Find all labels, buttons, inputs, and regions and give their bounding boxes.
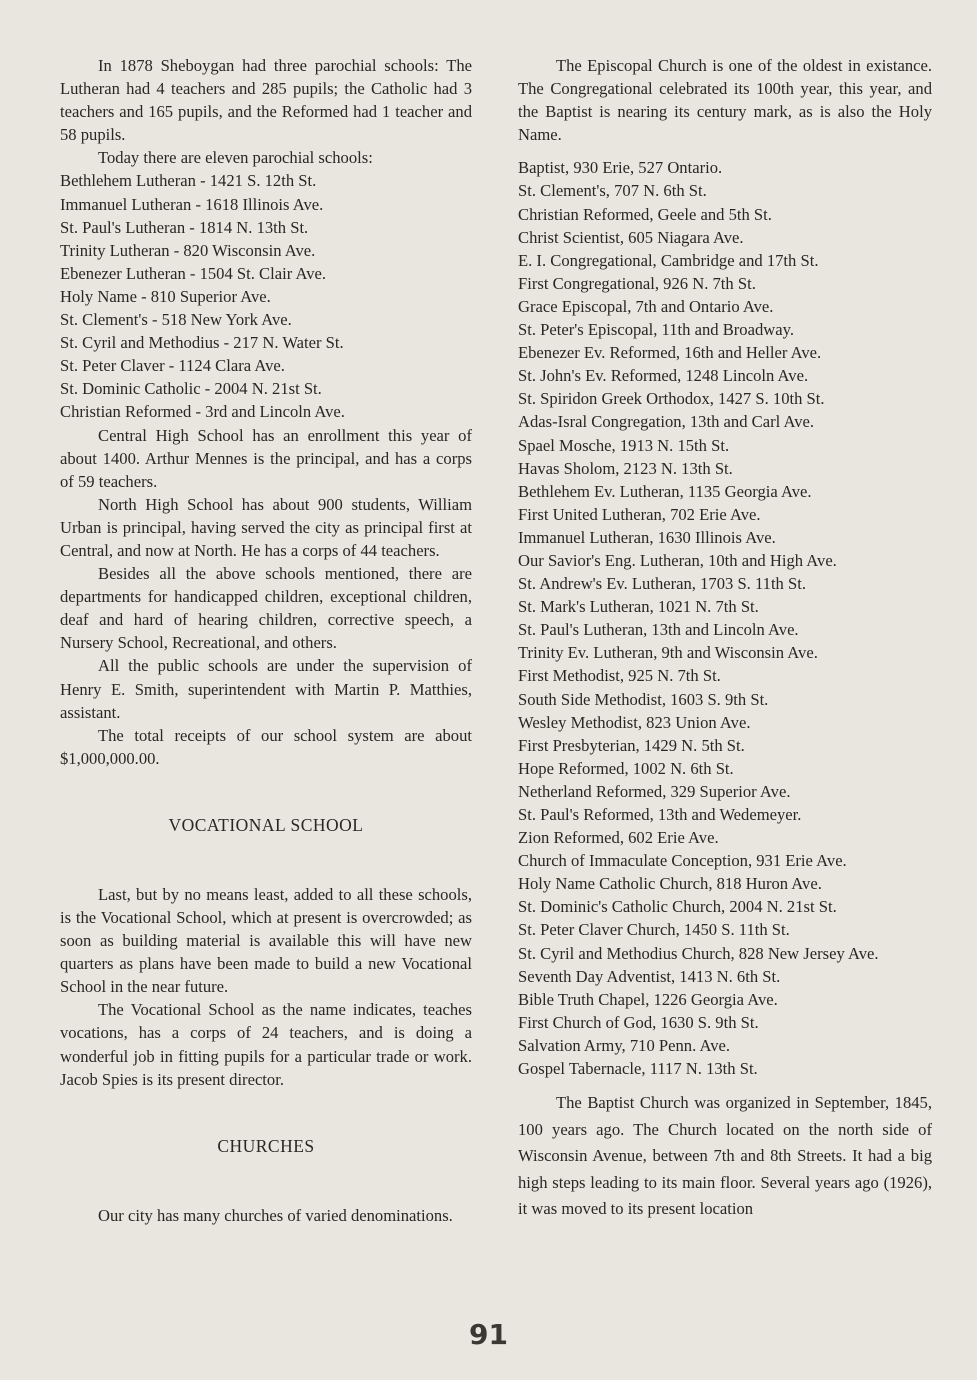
list-item: Immanuel Lutheran - 1618 Illinois Ave. — [60, 194, 324, 214]
list-item: St. Peter's Episcopal, 11th and Broadway. — [518, 320, 794, 340]
left-column — [60, 54, 472, 1227]
list-item: Trinity Lutheran - 820 Wisconsin Ave. — [60, 240, 316, 260]
central-high-paragraph: Central High School has an enrollment this year of about 1400. Arthur Mennes is the principal, and has a corps of 59 teachers. — [60, 425, 472, 491]
list-item: Adas-Isral Congregation, 13th and Carl Ave. — [518, 412, 815, 432]
list-item: Christ Scientist, 605 Niagara Ave. — [518, 227, 744, 247]
list-item: St. Spiridon Greek Orthodox, 1427 S. 10th St. — [518, 389, 825, 409]
list-item: Christian Reformed, Geele and 5th St. — [518, 204, 772, 224]
parochial-school-list — [60, 169, 472, 423]
parochial-schools-intro: Today there are eleven parochial schools: — [98, 148, 373, 168]
list-item: Salvation Army, 710 Penn. Ave. — [518, 1035, 731, 1055]
receipts-paragraph: The total receipts of our school system are about $1,000,000.00. — [60, 725, 472, 768]
list-item: St. John's Ev. Reformed, 1248 Lincoln Ave. — [518, 366, 809, 386]
list-item: Bethlehem Lutheran - 1421 S. 12th St. — [60, 171, 317, 191]
list-item: Netherland Reformed, 329 Superior Ave. — [518, 781, 791, 801]
list-item: Seventh Day Adventist, 1413 N. 6th St. — [518, 966, 781, 986]
churches-intro-paragraph: Our city has many churches of varied denominations. — [98, 1205, 453, 1225]
list-item: Church of Immaculate Conception, 931 Erie Ave. — [518, 851, 847, 871]
list-item: St. Andrew's Ev. Lutheran, 1703 S. 11th St. — [518, 574, 806, 594]
list-item: St. Paul's Lutheran, 13th and Lincoln Ave. — [518, 620, 799, 640]
list-item: Zion Reformed, 602 Erie Ave. — [518, 828, 719, 848]
list-item: Wesley Methodist, 823 Union Ave. — [518, 712, 751, 732]
vocational-paragraph-2: The Vocational School as the name indicates, teaches vocations, has a corps of 24 teachers, and is doing a wonderful job in fitting pupils for a particular trade or work. Jacob Spies is its present director. — [60, 1000, 472, 1089]
list-item: St. Cyril and Methodius Church, 828 New Jersey Ave. — [518, 943, 879, 963]
episcopal-paragraph: The Episcopal Church is one of the oldest in existance. The Congregational celebrated its 100th year, this year, and the Baptist is nearing its century mark, as is also the Holy Name. — [518, 56, 932, 145]
list-item: Holy Name - 810 Superior Ave. — [60, 286, 271, 306]
list-item: First Presbyterian, 1429 N. 5th St. — [518, 735, 745, 755]
list-item: Christian Reformed - 3rd and Lincoln Ave. — [60, 402, 345, 422]
list-item: Spael Mosche, 1913 N. 15th St. — [518, 435, 730, 455]
list-item: St. Dominic Catholic - 2004 N. 21st St. — [60, 379, 322, 399]
list-item: St. Cyril and Methodius - 217 N. Water St. — [60, 333, 344, 353]
list-item: Hope Reformed, 1002 N. 6th St. — [518, 758, 734, 778]
list-item: E. I. Congregational, Cambridge and 17th St. — [518, 250, 819, 270]
list-item: First Church of God, 1630 S. 9th St. — [518, 1012, 759, 1032]
list-item: Immanuel Lutheran, 1630 Illinois Ave. — [518, 527, 776, 547]
list-item: St. Dominic's Catholic Church, 2004 N. 21st St. — [518, 897, 837, 917]
list-item: St. Clement's - 518 New York Ave. — [60, 310, 292, 330]
vocational-paragraph-1: Last, but by no means least, added to all these schools, is the Vocational School, which at present is overcrowded; as soon as building material is available this will have new quarters as plans have been made to build a new Vocational School in the near future. — [60, 884, 472, 997]
list-item: Bethlehem Ev. Lutheran, 1135 Georgia Ave. — [518, 481, 812, 501]
list-item: Our Savior's Eng. Lutheran, 10th and High Ave. — [518, 550, 837, 570]
special-departments-paragraph: Besides all the above schools mentioned, there are departments for handicapped children, exceptional children, deaf and hard of hearing children, corrective speech, a Nursery School, Recreational, and others. — [60, 564, 472, 653]
list-item: Trinity Ev. Lutheran, 9th and Wisconsin Ave. — [518, 643, 818, 663]
baptist-church-paragraph: The Baptist Church was organized in September, 1845, 100 years ago. The Church located on the north side of Wisconsin Avenue, between 7th and 8th Streets. It had a big high steps leading to its main floor. Several years ago (1926), it was moved to its present location — [518, 1093, 932, 1219]
list-item: Ebenezer Lutheran - 1504 St. Clair Ave. — [60, 263, 327, 283]
list-item: Havas Sholom, 2123 N. 13th St. — [518, 458, 733, 478]
north-high-paragraph: North High School has about 900 students, William Urban is principal, having served the city as principal first at Central, and now at North. He has a corps of 44 teachers. — [60, 494, 472, 560]
list-item: First United Lutheran, 702 Erie Ave. — [518, 504, 761, 524]
list-item: Grace Episcopal, 7th and Ontario Ave. — [518, 296, 774, 316]
supervision-paragraph: All the public schools are under the supervision of Henry E. Smith, superintendent with Martin P. Matthies, assistant. — [60, 656, 472, 722]
right-column — [518, 54, 932, 1223]
list-item: St. Clement's, 707 N. 6th St. — [518, 181, 707, 201]
list-item: St. Peter Claver Church, 1450 S. 11th St. — [518, 920, 790, 940]
list-item: St. Paul's Lutheran - 1814 N. 13th St. — [60, 217, 309, 237]
list-item: First Methodist, 925 N. 7th St. — [518, 666, 721, 686]
list-item: Bible Truth Chapel, 1226 Georgia Ave. — [518, 989, 778, 1009]
page-number: 91 — [469, 1318, 508, 1351]
list-item: St. Paul's Reformed, 13th and Wedemeyer. — [518, 805, 802, 824]
list-item: Ebenezer Ev. Reformed, 16th and Heller Ave. — [518, 343, 822, 363]
list-item: Baptist, 930 Erie, 527 Ontario. — [518, 158, 723, 178]
list-item: South Side Methodist, 1603 S. 9th St. — [518, 689, 769, 709]
churches-heading: CHURCHES — [217, 1135, 315, 1156]
list-item: First Congregational, 926 N. 7th St. — [518, 273, 756, 293]
list-item: St. Peter Claver - 1124 Clara Ave. — [60, 356, 285, 376]
list-item: Holy Name Catholic Church, 818 Huron Ave. — [518, 874, 822, 894]
schools-1878-paragraph: In 1878 Sheboygan had three parochial schools: The Lutheran had 4 teachers and 285 pupils; the Catholic had 3 teachers and 165 pupils, and the Reformed had 1 teacher and 58 pupils. — [60, 56, 472, 145]
church-list — [518, 156, 932, 1080]
vocational-school-heading: VOCATIONAL SCHOOL — [168, 814, 364, 835]
list-item: Gospel Tabernacle, 1117 N. 13th St. — [518, 1059, 758, 1079]
list-item: St. Mark's Lutheran, 1021 N. 7th St. — [518, 597, 759, 617]
